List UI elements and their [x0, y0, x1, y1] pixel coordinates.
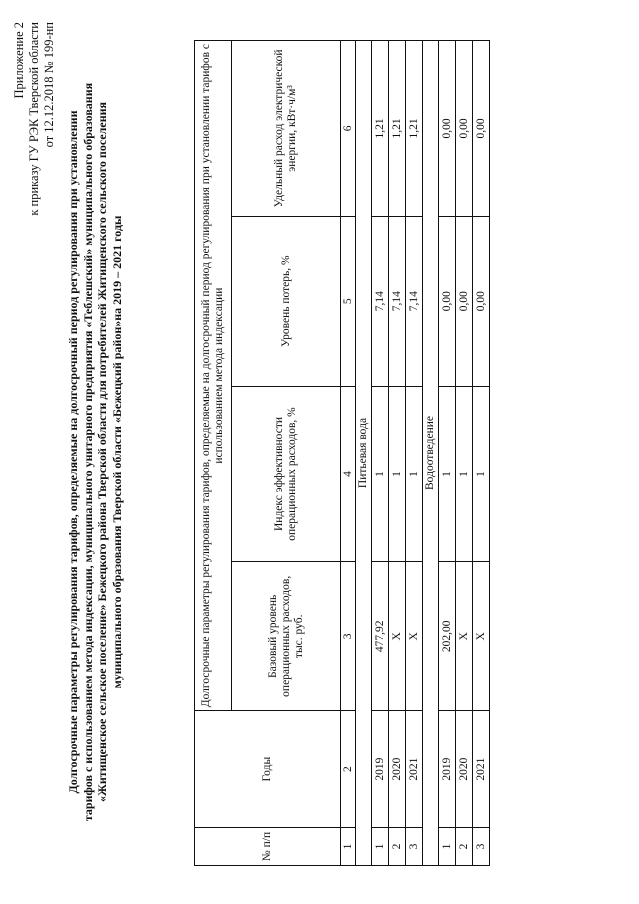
order-date: от 12.12.2018 № 199-нп: [42, 22, 56, 148]
cell-loss: 0,00: [456, 216, 473, 386]
column-numbering-row: [341, 41, 356, 866]
cell-loss: 7,14: [406, 216, 423, 386]
header-base-costs: Базовый уровень операционных расходов, тыс. руб.: [232, 562, 341, 711]
column-number: 2: [341, 711, 356, 828]
cell-base: 202,00: [439, 562, 456, 711]
cell-num: 1: [439, 828, 456, 866]
cell-year: 2021: [473, 711, 490, 828]
cell-num: 3: [473, 828, 490, 866]
document-title: [66, 40, 124, 864]
cell-num: 2: [389, 828, 406, 866]
section-title: Водоотведение: [423, 41, 439, 866]
cell-energy: 0,00: [439, 41, 456, 217]
cell-base: Х: [389, 562, 406, 711]
cell-loss: 7,14: [372, 216, 389, 386]
cell-energy: 1,21: [406, 41, 423, 217]
column-number: 6: [341, 41, 356, 217]
parameters-table: [194, 40, 490, 866]
cell-num: 3: [406, 828, 423, 866]
column-number: 1: [341, 828, 356, 866]
column-number: 5: [341, 216, 356, 386]
header-num: № п/п: [195, 828, 341, 866]
cell-base: Х: [406, 562, 423, 711]
table-row: [439, 41, 456, 866]
table-row: [389, 41, 406, 866]
cell-index: 1: [473, 386, 490, 562]
cell-base: Х: [473, 562, 490, 711]
cell-year: 2019: [439, 711, 456, 828]
order-reference: к приказу ГУ РЭК Тверской области: [27, 22, 41, 216]
cell-base: Х: [456, 562, 473, 711]
header-years: Годы: [195, 711, 341, 828]
cell-energy: 1,21: [372, 41, 389, 217]
cell-year: 2020: [389, 711, 406, 828]
cell-loss: 0,00: [473, 216, 490, 386]
table-row: [406, 41, 423, 866]
title-line: тарифов с использованием метода индексации, муниципального унитарного предприятия «Теблешский» муниципального образования: [80, 82, 95, 822]
cell-year: 2020: [456, 711, 473, 828]
title-line: муниципального образования Тверской области «Бежецкий район»на 2019 – 2021 годы: [109, 215, 124, 689]
cell-loss: 7,14: [389, 216, 406, 386]
appendix-header: [12, 22, 57, 216]
header-efficiency-index: Индекс эффективности операционных расходов, %: [232, 386, 341, 562]
column-number: 4: [341, 386, 356, 562]
cell-energy: 0,00: [456, 41, 473, 217]
cell-base: 477,92: [372, 562, 389, 711]
cell-energy: 0,00: [473, 41, 490, 217]
cell-num: 1: [372, 828, 389, 866]
table-row: [372, 41, 389, 866]
cell-index: 1: [406, 386, 423, 562]
section-title: Питьевая вода: [356, 41, 372, 866]
cell-index: 1: [389, 386, 406, 562]
cell-index: 1: [456, 386, 473, 562]
cell-index: 1: [372, 386, 389, 562]
table-row: [456, 41, 473, 866]
cell-year: 2021: [406, 711, 423, 828]
cell-energy: 1,21: [389, 41, 406, 217]
cell-loss: 0,00: [439, 216, 456, 386]
table-row: [473, 41, 490, 866]
section-row: [423, 41, 439, 866]
title-line: «Житищенское сельское поселение» Бежецкого района Тверской области для потребителей Житищенского сельского поселения: [95, 101, 110, 803]
header-group: Долгосрочные параметры регулирования тарифов, определяемые на долгосрочный период регулирования при установлении тарифов с использованием метода индексации: [195, 41, 232, 711]
section-row: [356, 41, 372, 866]
cell-year: 2019: [372, 711, 389, 828]
header-energy-consumption: Удельный расход электрической энергии, кВт·ч/м³: [232, 41, 341, 217]
column-number: 3: [341, 562, 356, 711]
cell-index: 1: [439, 386, 456, 562]
title-line: Долгосрочные параметры регулирования тарифов, определяемые на долгосрочный период регулирования при установлении: [66, 110, 80, 794]
appendix-number: Приложение 2: [12, 22, 26, 99]
table-header-row: [195, 41, 232, 866]
cell-num: 2: [456, 828, 473, 866]
header-loss-level: Уровень потерь, %: [232, 216, 341, 386]
